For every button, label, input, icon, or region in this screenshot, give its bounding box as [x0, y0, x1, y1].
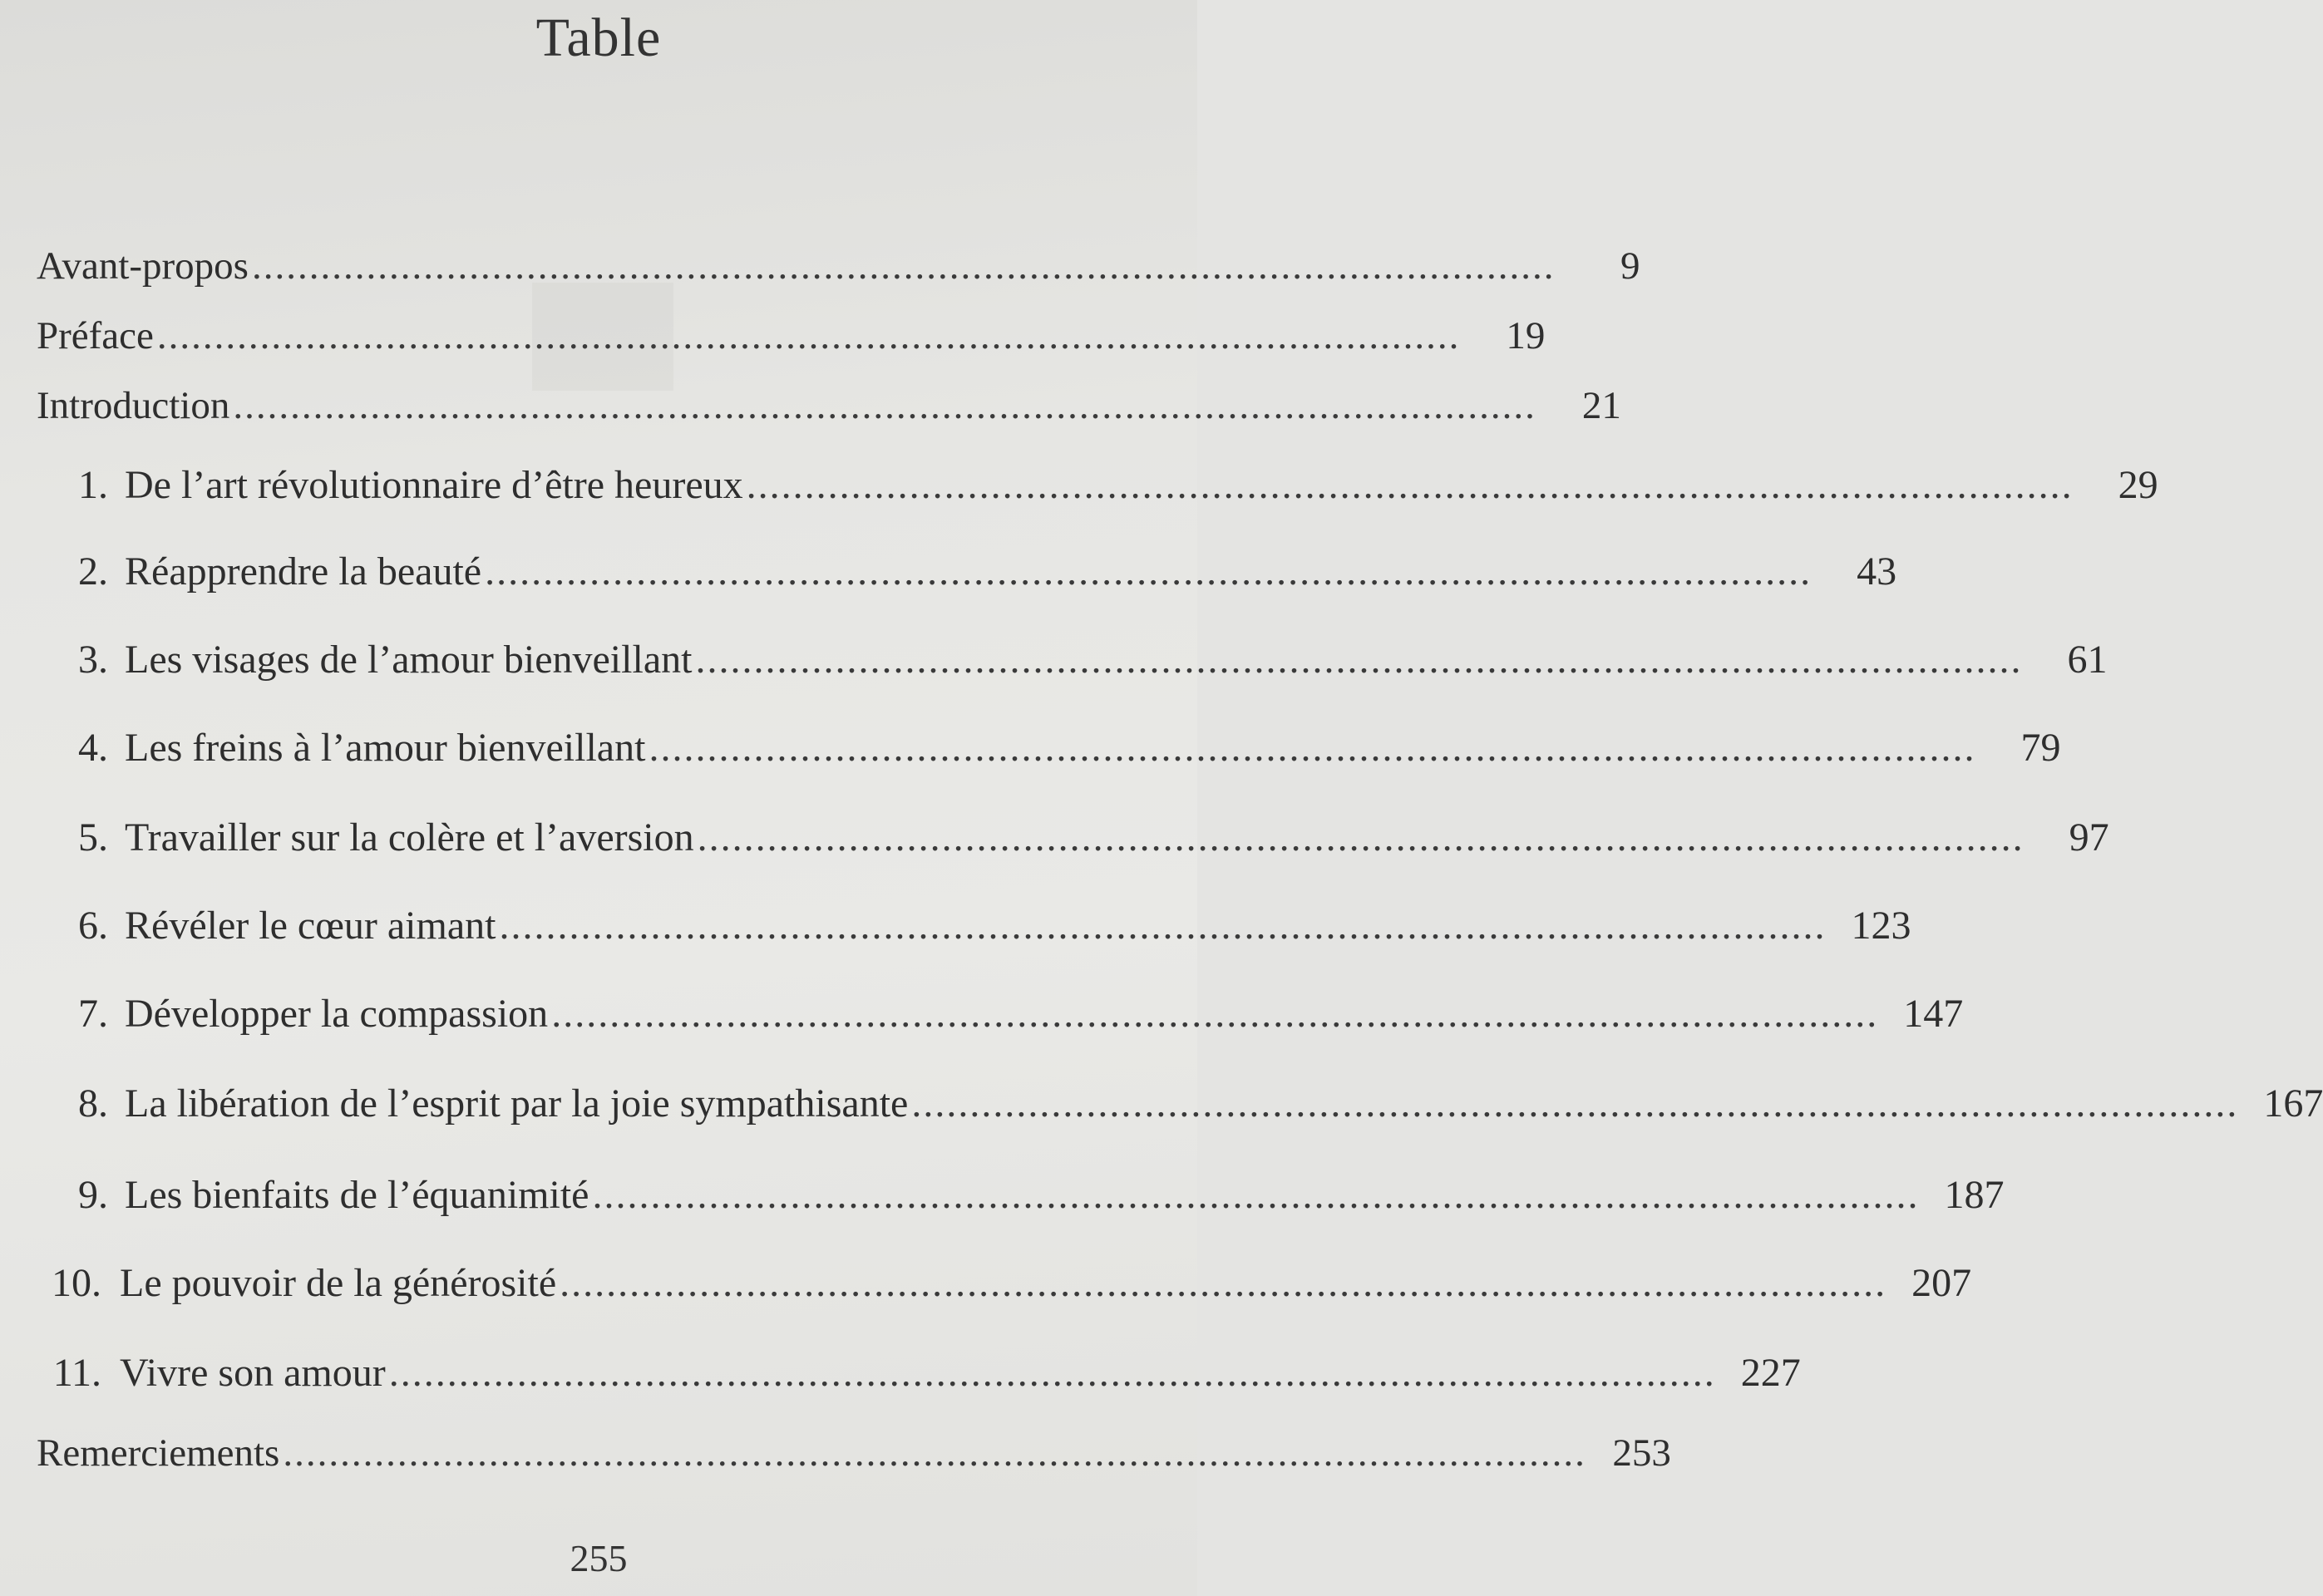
toc-entry-number: 10. [52, 1261, 101, 1305]
toc-entry-page: 9 [1620, 244, 1640, 288]
toc-entry-preface[interactable] [37, 309, 1546, 362]
toc-entry-label: Développer la compassion [125, 992, 549, 1036]
toc-entry-number: 3. [78, 638, 108, 682]
dot-leader: .................................................................................................................. [560, 1261, 1887, 1305]
toc-entry-chapter-6[interactable] [37, 899, 1911, 953]
toc-entry-number: 6. [78, 904, 108, 948]
dot-leader: .................................................................................................................. [233, 384, 1536, 427]
toc-entry-page: 21 [1581, 384, 1621, 427]
toc-entry-page: 227 [1740, 1351, 1801, 1395]
toc-entry-chapter-11[interactable] [37, 1347, 1801, 1400]
dot-leader: .................................................................................................................. [551, 992, 1879, 1036]
dot-leader: .................................................................................................................. [283, 1431, 1586, 1475]
toc-entry-chapter-4[interactable] [37, 722, 2061, 775]
toc-entry-chapter-8[interactable] [37, 1077, 2323, 1130]
toc-entry-chapter-7[interactable] [37, 988, 1964, 1041]
toc-entry-label: Travailler sur la colère et l’aversion [125, 815, 694, 860]
page-title: Table [535, 7, 662, 68]
toc-entry-page: 29 [2118, 463, 2158, 507]
toc-entry-number: 7. [78, 992, 108, 1036]
page-number: 255 [570, 1537, 628, 1579]
toc-entry-label: Avant-propos [37, 244, 249, 288]
toc-entry-page: 253 [1612, 1431, 1671, 1475]
dot-leader: .................................................................................................................. [746, 463, 2074, 507]
toc-entry-chapter-5[interactable] [37, 811, 2109, 864]
toc-entry-label: Le pouvoir de la générosité [120, 1261, 557, 1305]
toc-entry-label: Les bienfaits de l’équanimité [125, 1173, 589, 1217]
toc-entry-introduction[interactable] [37, 379, 1621, 432]
toc-entry-page: 207 [1911, 1261, 1972, 1305]
toc-entry-chapter-10[interactable] [37, 1257, 1972, 1310]
toc-entry-page: 79 [2020, 726, 2061, 770]
dot-leader: .................................................................................................................. [592, 1173, 1920, 1217]
toc-entry-label: Vivre son amour [120, 1351, 386, 1395]
toc-entry-label: Réapprendre la beauté [125, 549, 482, 594]
toc-entry-chapter-1[interactable] [37, 459, 2158, 512]
dot-leader: .................................................................................................................. [156, 314, 1461, 357]
toc-entry-page: 43 [1857, 549, 1897, 594]
toc-entry-number: 5. [78, 815, 108, 860]
toc-entry-page: 147 [1903, 992, 1964, 1036]
toc-entry-label: Préface [37, 314, 154, 357]
toc-entry-label: De l’art révolutionnaire d’être heureux [125, 463, 743, 507]
toc-entry-label: La libération de l’esprit par la joie sympathisante [125, 1081, 909, 1126]
dot-leader: .................................................................................................................. [251, 244, 1556, 288]
toc-entry-number: 4. [78, 726, 108, 770]
dot-leader: .................................................................................................................. [911, 1081, 2239, 1126]
dot-leader: .................................................................................................................. [485, 549, 1813, 594]
toc-entry-number: 9. [78, 1173, 108, 1217]
toc-entry-label: Les freins à l’amour bienveillant [125, 726, 646, 770]
dot-leader: .................................................................................................................. [695, 638, 2023, 682]
toc-entry-remerciements[interactable] [37, 1426, 1671, 1480]
toc-entry-number: 1. [78, 463, 108, 507]
toc-entry-page: 61 [2067, 638, 2108, 682]
toc-entry-number: 11. [52, 1351, 101, 1395]
dot-leader: .................................................................................................................. [499, 904, 1827, 948]
toc-entry-number: 8. [78, 1081, 108, 1126]
dot-leader: .................................................................................................................. [649, 726, 1976, 770]
toc-entry-label: Les visages de l’amour bienveillant [125, 638, 693, 682]
toc-entry-page: 187 [1944, 1173, 2005, 1217]
toc-entry-label: Introduction [37, 384, 230, 427]
toc-entry-page: 123 [1851, 904, 1911, 948]
dot-leader: .................................................................................................................. [388, 1351, 1716, 1395]
toc-entry-chapter-2[interactable] [37, 545, 1897, 598]
toc-entry-chapter-9[interactable] [37, 1169, 2005, 1222]
toc-entry-avant-propos[interactable] [37, 239, 1640, 293]
toc-entry-label: Révéler le cœur aimant [125, 904, 496, 948]
toc-entry-label: Remerciements [37, 1431, 280, 1475]
toc-entry-page: 97 [2069, 815, 2109, 860]
toc-entry-page: 19 [1506, 314, 1546, 357]
dot-leader: .................................................................................................................. [697, 815, 2025, 860]
toc-entry-page: 167 [2263, 1081, 2323, 1126]
toc-entry-number: 2. [78, 549, 108, 594]
toc-entry-chapter-3[interactable] [37, 633, 2108, 687]
